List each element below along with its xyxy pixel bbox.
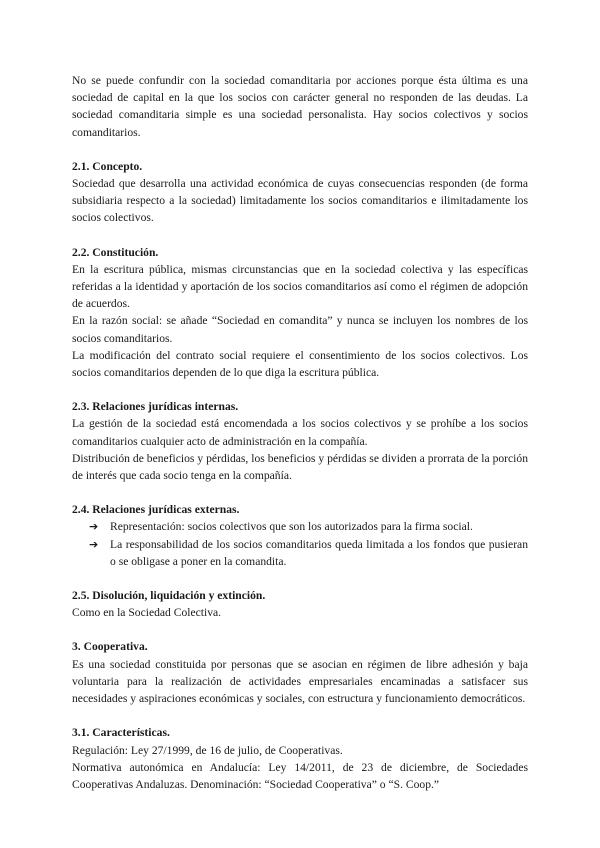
arrow-bullet-icon: ➔ (89, 520, 99, 534)
arrow-bullet-icon: ➔ (89, 537, 99, 551)
list-item-text: La responsabilidad de los socios comanditarios queda limitada a los fondos que pusieran o se obligase a poner en la comandita. (110, 537, 528, 568)
section-3-1 (72, 724, 528, 793)
section-paragraph: En la escritura pública, mismas circunstancias que en la sociedad colectiva y las específicas referidas a la identidad y aportación de los socios comanditarios así como el régimen de adopción de acuerdos. (72, 262, 528, 311)
section-3 (72, 638, 528, 707)
section-paragraph: Normativa autonómica en Andalucía: Ley 14/2011, de 23 de diciembre, de Sociedades Cooperativas Andaluzas. Denominación: “Sociedad Cooperativa” o “S. Coop.” (72, 760, 528, 791)
section-2-4 (72, 501, 528, 570)
section-heading: 2.3. Relaciones jurídicas internas. (72, 400, 239, 414)
section-paragraph: En la razón social: se añade “Sociedad en comandita” y nunca se incluyen los nombres de los socios comanditarios. (72, 314, 528, 345)
section-2-3 (72, 398, 528, 484)
section-heading: 2.1. Concepto. (72, 159, 143, 173)
list-item-text: Representación: socios colectivos que son los autorizados para la firma social. (110, 520, 473, 534)
section-paragraph: Sociedad que desarrolla una actividad económica de cuyas consecuencias responden (de forma subsidiaria respecto a la sociedad) limitadamente los socios comanditarios e ilimitadamente los socios colectivos. (72, 177, 528, 225)
intro-paragraph: No se puede confundir con la sociedad comanditaria por acciones porque ésta última es una sociedad de capital en la que los socios con carácter general no responden de las deudas. La sociedad comanditaria simple es una sociedad personalista. Hay socios colectivos y socios comanditarios. (72, 74, 528, 139)
list-item (72, 536, 528, 570)
section-heading: 2.5. Disolución, liquidación y extinción. (72, 589, 266, 603)
bullet-list (72, 518, 528, 570)
document-page (72, 72, 528, 793)
section-paragraph: Regulación: Ley 27/1999, de 16 de julio, de Cooperativas. (72, 743, 343, 757)
section-paragraph: Distribución de beneficios y pérdidas, los beneficios y pérdidas se dividen a prorrata de la porción de interés que cada socio tenga en la compañía. (72, 451, 528, 483)
section-heading: 2.4. Relaciones jurídicas externas. (72, 503, 240, 517)
list-item (72, 518, 528, 535)
section-heading: 3. Cooperativa. (72, 640, 148, 654)
section-paragraph: La modificación del contrato social requiere el consentimiento de los socios colectivos. Los socios comanditarios dependen de lo que diga la escritura pública. (72, 348, 528, 380)
section-paragraph: La gestión de la sociedad está encomendada a los socios colectivos y se prohíbe a los socios comanditarios cualquier acto de administración en la compañía. (72, 417, 528, 448)
section-2-1 (72, 158, 528, 227)
section-heading: 2.2. Constitución. (72, 245, 159, 259)
section-2-5 (72, 587, 528, 621)
section-paragraph: Como en la Sociedad Colectiva. (72, 606, 222, 620)
section-heading: 3.1. Características. (72, 726, 170, 740)
section-paragraph: Es una sociedad constituida por personas que se asocian en régimen de libre adhesión y baja voluntaria para la realización de actividades empresariales encaminadas a satisfacer sus necesidades y aspiraciones económicas y sociales, con estructura y funcionamiento democráticos. (72, 657, 528, 706)
section-2-2 (72, 244, 528, 382)
